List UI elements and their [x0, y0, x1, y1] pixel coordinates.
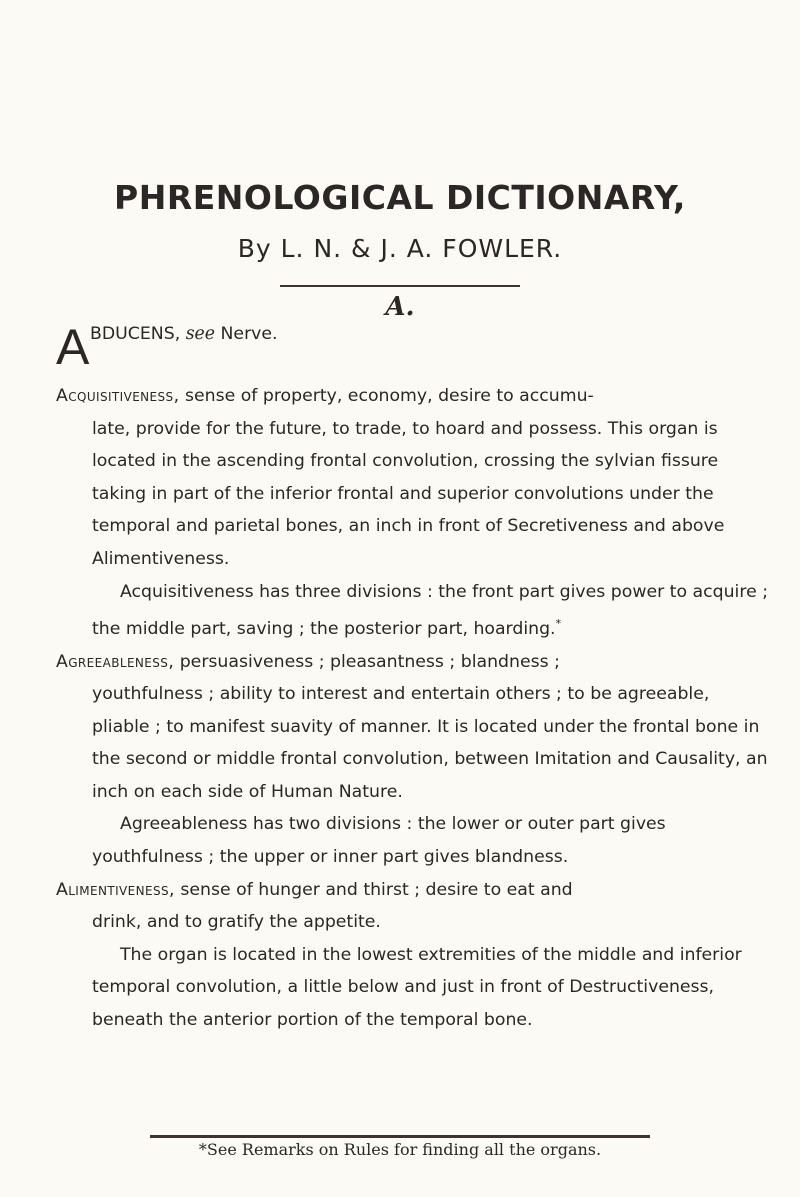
entry-first-line	[90, 318, 278, 351]
entry-headword: Agreeableness,	[56, 651, 175, 672]
entry-divisions	[56, 576, 768, 646]
entry-definition-start: sense of property, economy, desire to accumu-	[179, 386, 594, 406]
header-divider	[280, 285, 520, 287]
page-title: PHRENOLOGICAL DICTIONARY,	[114, 178, 686, 217]
entry-definition: youthfulness ; ability to interest and entertain others ; to be agreeable, pliable ; to manifest suavity of manner. It is located under the frontal bone in the second or middle frontal convolution, between Imitation and Causality, an inch on each side of Human Nature.	[92, 684, 768, 802]
author-byline: By L. N. & J. A. FOWLER.	[237, 234, 563, 263]
entry-divisions: Agreeableness has two divisions : the lower or outer part gives youthfulness ; the upper or inner part gives blandness.	[92, 814, 666, 868]
entry-headword: Alimentiveness,	[56, 879, 175, 900]
footnote-divider	[150, 1135, 650, 1138]
entry-agreeableness	[56, 646, 768, 874]
cross-reference-see: see	[185, 324, 216, 344]
entry-headword: BDUCENS,	[90, 324, 186, 344]
dictionary-entries	[56, 318, 768, 1037]
footnote: *See Remarks on Rules for finding all the organs.	[198, 1140, 602, 1159]
entry-headword: Acquisitiveness,	[56, 386, 180, 406]
footnote-mark: *	[555, 617, 562, 631]
entry-definition-start: sense of hunger and thirst ; desire to eat and	[174, 879, 573, 900]
drop-cap: A	[56, 319, 90, 375]
entry-abducens	[56, 318, 768, 380]
entry-alimentiveness	[56, 874, 768, 1037]
cross-reference-target: Nerve.	[215, 324, 278, 344]
entry-definition: drink, and to gratify the appetite.	[92, 912, 381, 933]
entry-divisions-text: Acquisitiveness has three divisions : the front part gives power to acquire ; the middle part, saving ; the posterior part, hoarding.	[92, 581, 769, 639]
entry-definition-start: persuasiveness ; pleasantness ; blandness ;	[174, 651, 560, 672]
entry-definition: late, provide for the future, to trade, to hoard and possess. This organ is located in the ascending frontal convolution, crossing the sylvian fissure taking in part of the inferior frontal and superior convolutions under the temporal and parietal bones, an inch in front of Secretiveness and above Alimentiveness.	[92, 418, 725, 569]
section-letter: A.	[385, 292, 415, 322]
entry-acquisitiveness	[56, 380, 768, 646]
entry-location: The organ is located in the lowest extremities of the middle and inferior temporal convolution, a little below and just in front of Destructiveness, beneath the anterior portion of the temporal bone.	[92, 944, 742, 1031]
